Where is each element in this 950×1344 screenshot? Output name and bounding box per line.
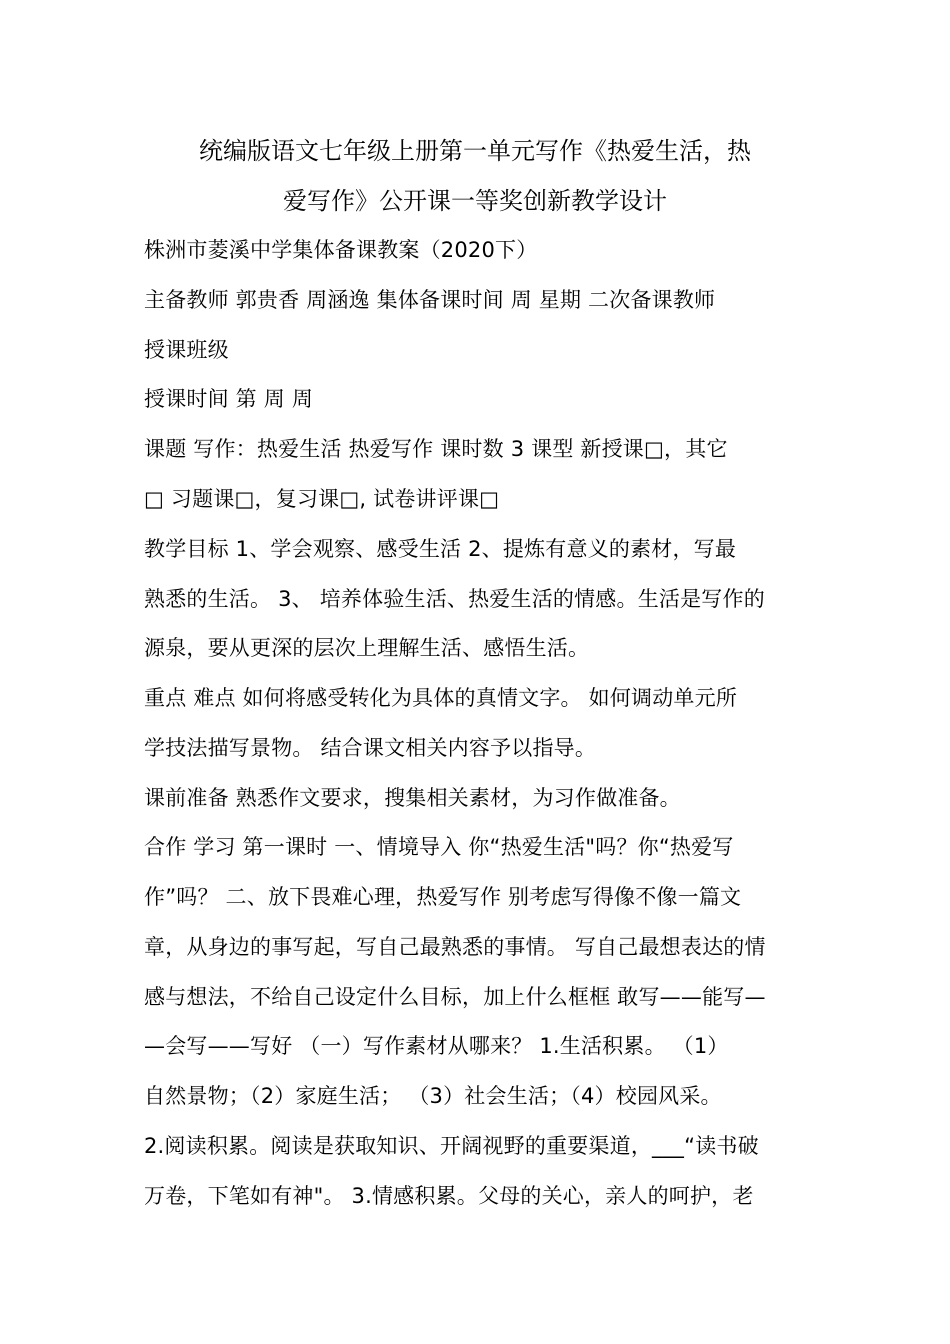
body-line-goals-3: 源泉，要从更深的层次上理解生活、感悟生活。 — [144, 636, 590, 660]
body-line-lesson-4: 感与想法，不给自己设定什么目标，加上什么框框 敢写——能写— — [144, 985, 766, 1009]
body-line-keypoints-1: 重点 难点 如何将感受转化为具体的真情文字。 如何调动单元所 — [144, 686, 738, 710]
body-line-keypoints-2: 学技法描写景物。 结合课文相关内容予以指导。 — [144, 736, 597, 760]
body-line-lesson-5: —会写——写好 （一）写作素材从哪来？ 1.生活积累。 （1） — [144, 1034, 729, 1058]
body-line-class: 授课班级 — [144, 338, 229, 362]
body-line-teachers: 主备教师 郭贵香 周涵逸 集体备课时间 周 星期 二次备课教师 — [144, 288, 716, 312]
body-line-topic: 课题 写作：热爱生活 热爱写作 课时数 3 课型 新授课□，其它 — [144, 437, 728, 461]
body-line-lesson-8: 万卷，下笔如有神"。 3.情感积累。父母的关心，亲人的呵护，老 — [144, 1184, 754, 1208]
body-line-goals-2: 熟悉的生活。 3、 培养体验生活、热爱生活的情感。生活是写作的 — [144, 587, 765, 611]
document-title-line-1: 统编版语文七年级上册第一单元写作《热爱生活，热 — [199, 137, 751, 165]
body-line-goals-1: 教学目标 1、学会观察、感受生活 2、提炼有意义的素材，写最 — [144, 537, 737, 561]
document-title-line-2: 爱写作》公开课一等奖创新教学设计 — [283, 187, 667, 215]
body-line-time: 授课时间 第 周 周 — [144, 387, 314, 411]
body-line-school: 株洲市菱溪中学集体备课教案（2020下） — [144, 238, 538, 262]
body-line-lesson-1: 合作 学习 第一课时 一、情境导入 你“热爱生活"吗？你“热爱写 — [144, 835, 734, 859]
body-line-lesson-types: □ 习题课□，复习课□, 试卷讲评课□ — [144, 487, 500, 511]
body-line-lesson-6: 自然景物；（2）家庭生活； （3）社会生活；（4）校园风采。 — [144, 1084, 722, 1108]
body-line-lesson-2: 作”吗？ 二、放下畏难心理，热爱写作 别考虑写得像不像一篇文 — [144, 885, 742, 909]
body-line-preparation: 课前准备 熟悉作文要求，搜集相关素材，为习作做准备。 — [144, 786, 681, 810]
body-line-lesson-3: 章，从身边的事写起，写自己最熟悉的事情。 写自己最想表达的情 — [144, 935, 766, 959]
body-line-lesson-7: 2.阅读积累。阅读是获取知识、开阔视野的重要渠道，___“读书破 — [144, 1134, 759, 1158]
